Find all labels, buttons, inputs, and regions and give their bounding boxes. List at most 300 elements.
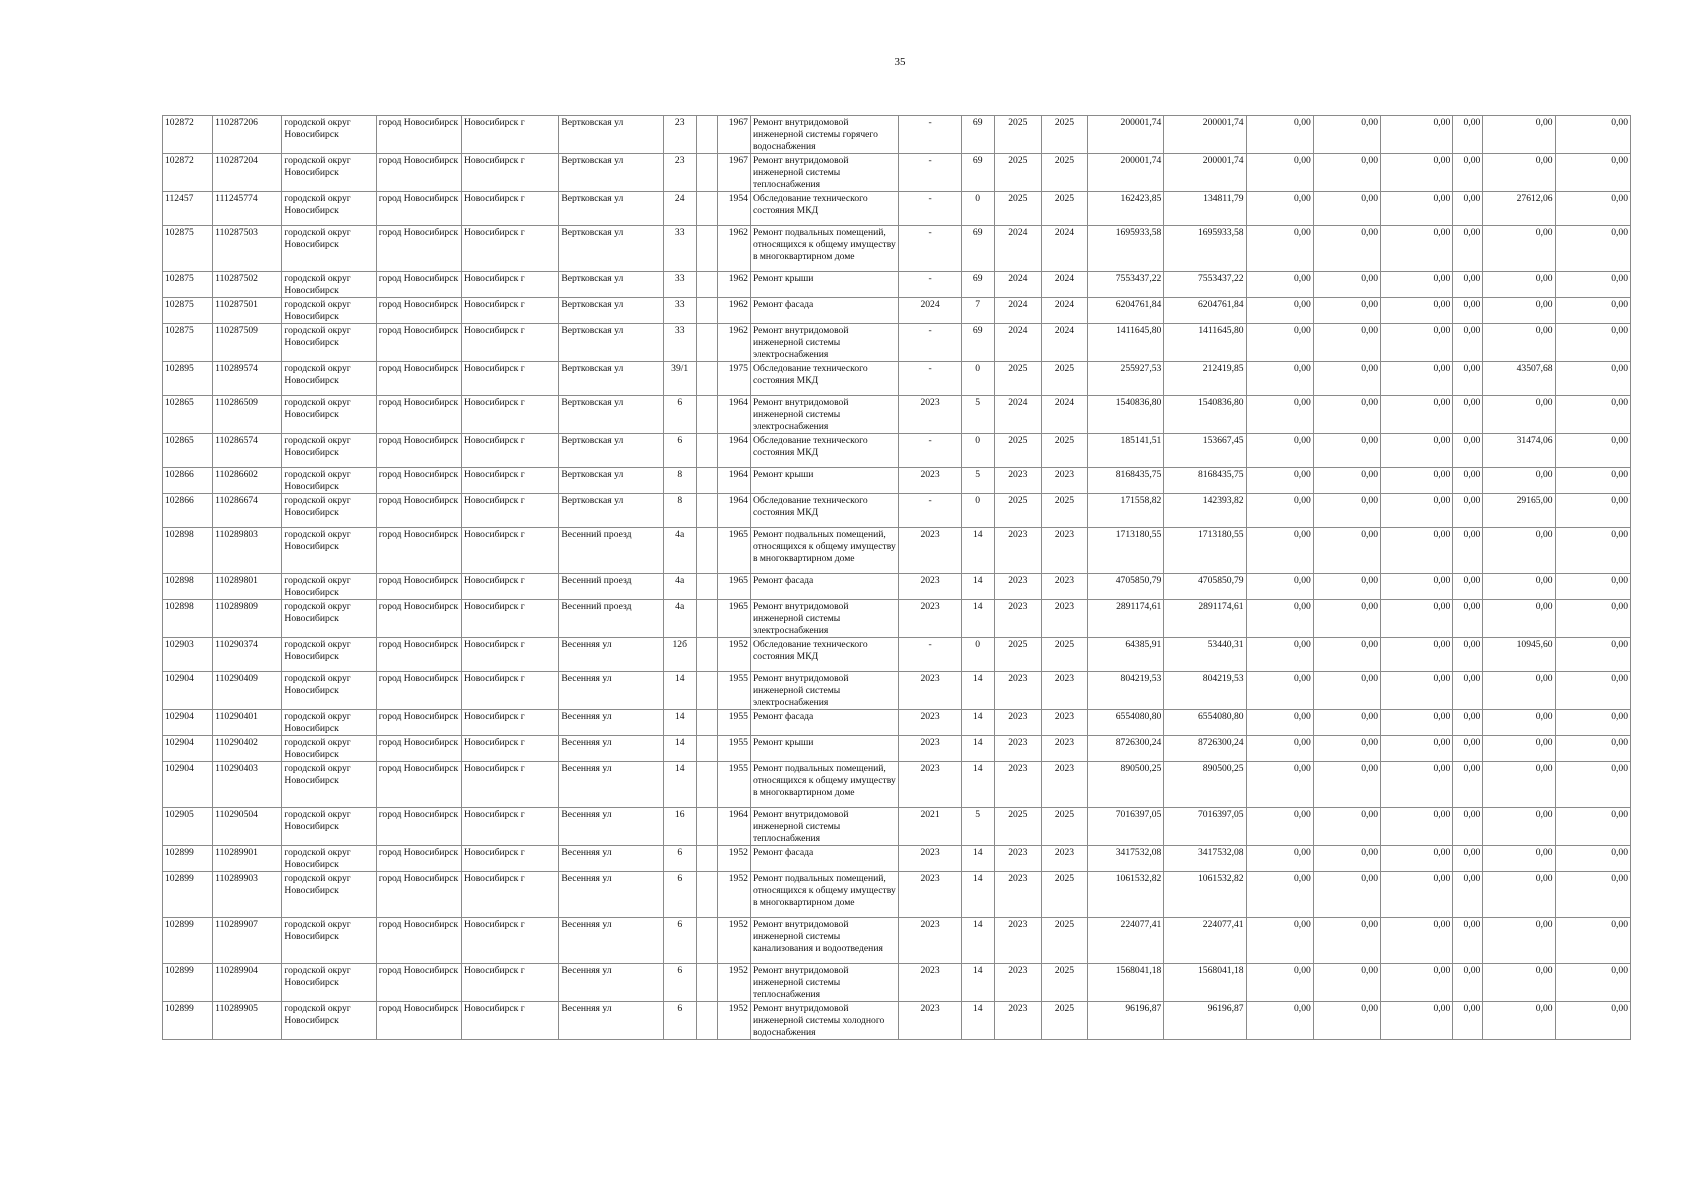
fund-cost-cell: 53440,31 xyxy=(1164,638,1246,672)
build-year-cell: 1954 xyxy=(717,192,750,226)
work-type-cell: Ремонт внутридомовой инженерной системы горячего водоснабжения xyxy=(750,116,899,154)
total-cost-cell: 8168435,75 xyxy=(1088,468,1164,494)
federal-cost-cell: 0,00 xyxy=(1246,1002,1313,1040)
work-id-cell: 110287502 xyxy=(213,272,282,298)
fund-cost-cell: 134811,79 xyxy=(1164,192,1246,226)
extra-cost-cell: 0,00 xyxy=(1555,808,1630,846)
regional-cost-cell: 0,00 xyxy=(1313,846,1380,872)
locality-cell: Новосибирск г xyxy=(461,846,558,872)
regional-cost-cell: 0,00 xyxy=(1313,468,1380,494)
work-type-cell: Ремонт фасада xyxy=(750,710,899,736)
regional-cost-cell: 0,00 xyxy=(1313,226,1380,272)
start-year-cell: 2023 xyxy=(994,468,1041,494)
fund-cost-cell: 1540836,80 xyxy=(1164,396,1246,434)
other-cost-cell: 0,00 xyxy=(1453,272,1483,298)
building-cell xyxy=(696,226,717,272)
municipality-cell: городской округ Новосибирск xyxy=(282,116,376,154)
building-cell xyxy=(696,574,717,600)
extra-cost-cell: 0,00 xyxy=(1555,494,1630,528)
house-number-cell: 4а xyxy=(663,574,696,600)
end-year-cell: 2025 xyxy=(1041,1002,1087,1040)
street-cell: Весенняя ул xyxy=(559,964,663,1002)
extra-cost-cell: 0,00 xyxy=(1555,918,1630,964)
settlement-cell: город Новосибирск xyxy=(376,494,461,528)
table-row xyxy=(163,154,1631,192)
extra-cost-cell: 0,00 xyxy=(1555,638,1630,672)
wear-percent-cell: 5 xyxy=(961,396,994,434)
locality-cell: Новосибирск г xyxy=(461,494,558,528)
work-id-cell: 110286574 xyxy=(213,434,282,468)
regional-cost-cell: 0,00 xyxy=(1313,762,1380,808)
building-cell xyxy=(696,298,717,324)
federal-cost-cell: 0,00 xyxy=(1246,846,1313,872)
settlement-cell: город Новосибирск xyxy=(376,298,461,324)
start-year-cell: 2025 xyxy=(994,638,1041,672)
local-cost-cell: 0,00 xyxy=(1381,846,1453,872)
end-year-cell: 2024 xyxy=(1041,324,1087,362)
house-id-cell: 102899 xyxy=(163,846,213,872)
building-cell xyxy=(696,736,717,762)
local-cost-cell: 0,00 xyxy=(1381,272,1453,298)
table-row xyxy=(163,736,1631,762)
table-row xyxy=(163,192,1631,226)
wear-percent-cell: 5 xyxy=(961,808,994,846)
start-year-cell: 2025 xyxy=(994,808,1041,846)
federal-cost-cell: 0,00 xyxy=(1246,872,1313,918)
work-type-cell: Обследование технического состояния МКД xyxy=(750,362,899,396)
build-year-cell: 1965 xyxy=(717,574,750,600)
start-year-cell: 2025 xyxy=(994,154,1041,192)
total-cost-cell: 1713180,55 xyxy=(1088,528,1164,574)
local-cost-cell: 0,00 xyxy=(1381,226,1453,272)
house-id-cell: 102904 xyxy=(163,736,213,762)
table-row xyxy=(163,528,1631,574)
build-year-cell: 1964 xyxy=(717,494,750,528)
building-cell xyxy=(696,528,717,574)
build-year-cell: 1952 xyxy=(717,846,750,872)
extra-cost-cell: 0,00 xyxy=(1555,324,1630,362)
work-type-cell: Ремонт внутридомовой инженерной системы теплоснабжения xyxy=(750,964,899,1002)
table-row xyxy=(163,872,1631,918)
house-id-cell: 102904 xyxy=(163,762,213,808)
build-year-cell: 1952 xyxy=(717,638,750,672)
municipality-cell: городской округ Новосибирск xyxy=(282,272,376,298)
house-number-cell: 14 xyxy=(663,762,696,808)
fund-cost-cell: 1695933,58 xyxy=(1164,226,1246,272)
house-id-cell: 102895 xyxy=(163,362,213,396)
local-cost-cell: 0,00 xyxy=(1381,192,1453,226)
settlement-cell: город Новосибирск xyxy=(376,574,461,600)
start-year-cell: 2025 xyxy=(994,434,1041,468)
house-number-cell: 8 xyxy=(663,468,696,494)
settlement-cell: город Новосибирск xyxy=(376,192,461,226)
wear-percent-cell: 69 xyxy=(961,226,994,272)
wear-percent-cell: 14 xyxy=(961,872,994,918)
street-cell: Весенняя ул xyxy=(559,762,663,808)
work-type-cell: Ремонт фасада xyxy=(750,298,899,324)
other-cost-cell: 0,00 xyxy=(1453,918,1483,964)
settlement-cell: город Новосибирск xyxy=(376,600,461,638)
locality-cell: Новосибирск г xyxy=(461,808,558,846)
page-number: 35 xyxy=(894,56,906,68)
wear-percent-cell: 14 xyxy=(961,1002,994,1040)
owners-cost-cell: 0,00 xyxy=(1483,528,1555,574)
previous-repair-year-cell: 2023 xyxy=(899,964,961,1002)
other-cost-cell: 0,00 xyxy=(1453,1002,1483,1040)
house-number-cell: 14 xyxy=(663,736,696,762)
build-year-cell: 1967 xyxy=(717,116,750,154)
wear-percent-cell: 0 xyxy=(961,362,994,396)
municipality-cell: городской округ Новосибирск xyxy=(282,964,376,1002)
settlement-cell: город Новосибирск xyxy=(376,762,461,808)
previous-repair-year-cell: - xyxy=(899,494,961,528)
fund-cost-cell: 7016397,05 xyxy=(1164,808,1246,846)
street-cell: Весенний проезд xyxy=(559,574,663,600)
end-year-cell: 2025 xyxy=(1041,434,1087,468)
fund-cost-cell: 4705850,79 xyxy=(1164,574,1246,600)
extra-cost-cell: 0,00 xyxy=(1555,762,1630,808)
end-year-cell: 2023 xyxy=(1041,574,1087,600)
municipality-cell: городской округ Новосибирск xyxy=(282,918,376,964)
house-number-cell: 23 xyxy=(663,116,696,154)
other-cost-cell: 0,00 xyxy=(1453,226,1483,272)
street-cell: Весенний проезд xyxy=(559,528,663,574)
building-cell xyxy=(696,710,717,736)
table-row xyxy=(163,396,1631,434)
previous-repair-year-cell: 2024 xyxy=(899,298,961,324)
total-cost-cell: 1411645,80 xyxy=(1088,324,1164,362)
settlement-cell: город Новосибирск xyxy=(376,872,461,918)
work-id-cell: 110290374 xyxy=(213,638,282,672)
local-cost-cell: 0,00 xyxy=(1381,434,1453,468)
regional-cost-cell: 0,00 xyxy=(1313,574,1380,600)
owners-cost-cell: 0,00 xyxy=(1483,468,1555,494)
building-cell xyxy=(696,964,717,1002)
table-row xyxy=(163,672,1631,710)
other-cost-cell: 0,00 xyxy=(1453,672,1483,710)
work-type-cell: Ремонт внутридомовой инженерной системы электроснабжения xyxy=(750,600,899,638)
other-cost-cell: 0,00 xyxy=(1453,192,1483,226)
start-year-cell: 2023 xyxy=(994,600,1041,638)
owners-cost-cell: 27612,06 xyxy=(1483,192,1555,226)
owners-cost-cell: 0,00 xyxy=(1483,298,1555,324)
end-year-cell: 2023 xyxy=(1041,600,1087,638)
building-cell xyxy=(696,434,717,468)
wear-percent-cell: 14 xyxy=(961,964,994,1002)
table-row xyxy=(163,762,1631,808)
previous-repair-year-cell: - xyxy=(899,434,961,468)
fund-cost-cell: 224077,41 xyxy=(1164,918,1246,964)
build-year-cell: 1965 xyxy=(717,528,750,574)
regional-cost-cell: 0,00 xyxy=(1313,192,1380,226)
regional-cost-cell: 0,00 xyxy=(1313,494,1380,528)
work-type-cell: Ремонт фасада xyxy=(750,574,899,600)
municipality-cell: городской округ Новосибирск xyxy=(282,808,376,846)
start-year-cell: 2025 xyxy=(994,192,1041,226)
wear-percent-cell: 14 xyxy=(961,918,994,964)
local-cost-cell: 0,00 xyxy=(1381,324,1453,362)
other-cost-cell: 0,00 xyxy=(1453,324,1483,362)
work-type-cell: Обследование технического состояния МКД xyxy=(750,434,899,468)
end-year-cell: 2025 xyxy=(1041,192,1087,226)
total-cost-cell: 7553437,22 xyxy=(1088,272,1164,298)
start-year-cell: 2023 xyxy=(994,736,1041,762)
house-id-cell: 102899 xyxy=(163,872,213,918)
house-id-cell: 102865 xyxy=(163,396,213,434)
house-number-cell: 16 xyxy=(663,808,696,846)
street-cell: Весенняя ул xyxy=(559,710,663,736)
locality-cell: Новосибирск г xyxy=(461,226,558,272)
locality-cell: Новосибирск г xyxy=(461,468,558,494)
settlement-cell: город Новосибирск xyxy=(376,226,461,272)
extra-cost-cell: 0,00 xyxy=(1555,846,1630,872)
municipality-cell: городской округ Новосибирск xyxy=(282,396,376,434)
other-cost-cell: 0,00 xyxy=(1453,808,1483,846)
regional-cost-cell: 0,00 xyxy=(1313,808,1380,846)
owners-cost-cell: 0,00 xyxy=(1483,710,1555,736)
work-id-cell: 111245774 xyxy=(213,192,282,226)
settlement-cell: город Новосибирск xyxy=(376,808,461,846)
house-id-cell: 102866 xyxy=(163,494,213,528)
house-number-cell: 6 xyxy=(663,434,696,468)
owners-cost-cell: 0,00 xyxy=(1483,272,1555,298)
municipality-cell: городской округ Новосибирск xyxy=(282,494,376,528)
owners-cost-cell: 0,00 xyxy=(1483,1002,1555,1040)
fund-cost-cell: 212419,85 xyxy=(1164,362,1246,396)
previous-repair-year-cell: 2023 xyxy=(899,918,961,964)
federal-cost-cell: 0,00 xyxy=(1246,638,1313,672)
start-year-cell: 2023 xyxy=(994,964,1041,1002)
street-cell: Вертковская ул xyxy=(559,192,663,226)
start-year-cell: 2023 xyxy=(994,528,1041,574)
regional-cost-cell: 0,00 xyxy=(1313,298,1380,324)
work-id-cell: 110290403 xyxy=(213,762,282,808)
other-cost-cell: 0,00 xyxy=(1453,872,1483,918)
table-row xyxy=(163,272,1631,298)
federal-cost-cell: 0,00 xyxy=(1246,710,1313,736)
work-type-cell: Ремонт внутридомовой инженерной системы канализования и водоотведения xyxy=(750,918,899,964)
street-cell: Весенняя ул xyxy=(559,808,663,846)
house-number-cell: 24 xyxy=(663,192,696,226)
work-id-cell: 110286509 xyxy=(213,396,282,434)
table-row xyxy=(163,434,1631,468)
house-id-cell: 112457 xyxy=(163,192,213,226)
local-cost-cell: 0,00 xyxy=(1381,528,1453,574)
locality-cell: Новосибирск г xyxy=(461,396,558,434)
build-year-cell: 1962 xyxy=(717,272,750,298)
municipality-cell: городской округ Новосибирск xyxy=(282,362,376,396)
owners-cost-cell: 29165,00 xyxy=(1483,494,1555,528)
local-cost-cell: 0,00 xyxy=(1381,154,1453,192)
local-cost-cell: 0,00 xyxy=(1381,736,1453,762)
street-cell: Вертковская ул xyxy=(559,494,663,528)
end-year-cell: 2023 xyxy=(1041,528,1087,574)
building-cell xyxy=(696,154,717,192)
owners-cost-cell: 0,00 xyxy=(1483,672,1555,710)
locality-cell: Новосибирск г xyxy=(461,192,558,226)
table-row xyxy=(163,494,1631,528)
build-year-cell: 1952 xyxy=(717,918,750,964)
wear-percent-cell: 14 xyxy=(961,672,994,710)
fund-cost-cell: 96196,87 xyxy=(1164,1002,1246,1040)
previous-repair-year-cell: - xyxy=(899,154,961,192)
start-year-cell: 2023 xyxy=(994,872,1041,918)
building-cell xyxy=(696,192,717,226)
settlement-cell: город Новосибирск xyxy=(376,964,461,1002)
settlement-cell: город Новосибирск xyxy=(376,710,461,736)
build-year-cell: 1964 xyxy=(717,396,750,434)
street-cell: Весенняя ул xyxy=(559,736,663,762)
extra-cost-cell: 0,00 xyxy=(1555,226,1630,272)
previous-repair-year-cell: - xyxy=(899,324,961,362)
total-cost-cell: 1061532,82 xyxy=(1088,872,1164,918)
federal-cost-cell: 0,00 xyxy=(1246,272,1313,298)
federal-cost-cell: 0,00 xyxy=(1246,116,1313,154)
street-cell: Весенняя ул xyxy=(559,872,663,918)
federal-cost-cell: 0,00 xyxy=(1246,964,1313,1002)
house-number-cell: 14 xyxy=(663,672,696,710)
work-type-cell: Ремонт внутридомовой инженерной системы электроснабжения xyxy=(750,672,899,710)
end-year-cell: 2024 xyxy=(1041,272,1087,298)
fund-cost-cell: 890500,25 xyxy=(1164,762,1246,808)
local-cost-cell: 0,00 xyxy=(1381,298,1453,324)
previous-repair-year-cell: - xyxy=(899,272,961,298)
owners-cost-cell: 0,00 xyxy=(1483,600,1555,638)
extra-cost-cell: 0,00 xyxy=(1555,116,1630,154)
build-year-cell: 1967 xyxy=(717,154,750,192)
locality-cell: Новосибирск г xyxy=(461,600,558,638)
previous-repair-year-cell: 2023 xyxy=(899,468,961,494)
owners-cost-cell: 0,00 xyxy=(1483,574,1555,600)
building-cell xyxy=(696,846,717,872)
wear-percent-cell: 7 xyxy=(961,298,994,324)
work-type-cell: Ремонт подвальных помещений, относящихся к общему имуществу в многоквартирном доме xyxy=(750,528,899,574)
previous-repair-year-cell: 2023 xyxy=(899,736,961,762)
end-year-cell: 2023 xyxy=(1041,468,1087,494)
house-id-cell: 102865 xyxy=(163,434,213,468)
municipality-cell: городской округ Новосибирск xyxy=(282,638,376,672)
street-cell: Весенняя ул xyxy=(559,672,663,710)
street-cell: Вертковская ул xyxy=(559,116,663,154)
federal-cost-cell: 0,00 xyxy=(1246,528,1313,574)
regional-cost-cell: 0,00 xyxy=(1313,434,1380,468)
street-cell: Вертковская ул xyxy=(559,434,663,468)
start-year-cell: 2024 xyxy=(994,298,1041,324)
local-cost-cell: 0,00 xyxy=(1381,672,1453,710)
wear-percent-cell: 0 xyxy=(961,638,994,672)
locality-cell: Новосибирск г xyxy=(461,736,558,762)
table-row xyxy=(163,324,1631,362)
street-cell: Весенняя ул xyxy=(559,918,663,964)
owners-cost-cell: 0,00 xyxy=(1483,964,1555,1002)
federal-cost-cell: 0,00 xyxy=(1246,192,1313,226)
wear-percent-cell: 5 xyxy=(961,468,994,494)
street-cell: Вертковская ул xyxy=(559,362,663,396)
regional-cost-cell: 0,00 xyxy=(1313,1002,1380,1040)
work-id-cell: 110289905 xyxy=(213,1002,282,1040)
house-id-cell: 102899 xyxy=(163,964,213,1002)
table-row xyxy=(163,600,1631,638)
building-cell xyxy=(696,272,717,298)
other-cost-cell: 0,00 xyxy=(1453,116,1483,154)
table-row xyxy=(163,226,1631,272)
regional-cost-cell: 0,00 xyxy=(1313,710,1380,736)
municipality-cell: городской округ Новосибирск xyxy=(282,434,376,468)
total-cost-cell: 171558,82 xyxy=(1088,494,1164,528)
extra-cost-cell: 0,00 xyxy=(1555,396,1630,434)
capital-repair-table xyxy=(162,115,1631,1040)
regional-cost-cell: 0,00 xyxy=(1313,964,1380,1002)
house-number-cell: 23 xyxy=(663,154,696,192)
building-cell xyxy=(696,494,717,528)
table-row xyxy=(163,638,1631,672)
work-type-cell: Ремонт внутридомовой инженерной системы теплоснабжения xyxy=(750,808,899,846)
total-cost-cell: 255927,53 xyxy=(1088,362,1164,396)
local-cost-cell: 0,00 xyxy=(1381,964,1453,1002)
start-year-cell: 2025 xyxy=(994,116,1041,154)
end-year-cell: 2024 xyxy=(1041,396,1087,434)
building-cell xyxy=(696,918,717,964)
federal-cost-cell: 0,00 xyxy=(1246,494,1313,528)
house-number-cell: 33 xyxy=(663,272,696,298)
house-id-cell: 102866 xyxy=(163,468,213,494)
total-cost-cell: 224077,41 xyxy=(1088,918,1164,964)
wear-percent-cell: 14 xyxy=(961,600,994,638)
table-row xyxy=(163,846,1631,872)
work-id-cell: 110287206 xyxy=(213,116,282,154)
previous-repair-year-cell: 2023 xyxy=(899,600,961,638)
work-type-cell: Обследование технического состояния МКД xyxy=(750,638,899,672)
locality-cell: Новосибирск г xyxy=(461,964,558,1002)
house-number-cell: 6 xyxy=(663,872,696,918)
local-cost-cell: 0,00 xyxy=(1381,574,1453,600)
previous-repair-year-cell: 2023 xyxy=(899,710,961,736)
end-year-cell: 2025 xyxy=(1041,808,1087,846)
street-cell: Вертковская ул xyxy=(559,396,663,434)
municipality-cell: городской округ Новосибирск xyxy=(282,468,376,494)
previous-repair-year-cell: 2023 xyxy=(899,846,961,872)
table-row xyxy=(163,468,1631,494)
table-row xyxy=(163,808,1631,846)
work-type-cell: Обследование технического состояния МКД xyxy=(750,494,899,528)
other-cost-cell: 0,00 xyxy=(1453,762,1483,808)
owners-cost-cell: 0,00 xyxy=(1483,808,1555,846)
table-row xyxy=(163,964,1631,1002)
fund-cost-cell: 2891174,61 xyxy=(1164,600,1246,638)
work-id-cell: 110289801 xyxy=(213,574,282,600)
total-cost-cell: 185141,51 xyxy=(1088,434,1164,468)
previous-repair-year-cell: 2023 xyxy=(899,872,961,918)
locality-cell: Новосибирск г xyxy=(461,762,558,808)
wear-percent-cell: 0 xyxy=(961,494,994,528)
regional-cost-cell: 0,00 xyxy=(1313,362,1380,396)
settlement-cell: город Новосибирск xyxy=(376,468,461,494)
start-year-cell: 2023 xyxy=(994,672,1041,710)
federal-cost-cell: 0,00 xyxy=(1246,226,1313,272)
end-year-cell: 2025 xyxy=(1041,362,1087,396)
build-year-cell: 1952 xyxy=(717,872,750,918)
fund-cost-cell: 200001,74 xyxy=(1164,154,1246,192)
municipality-cell: городской округ Новосибирск xyxy=(282,846,376,872)
federal-cost-cell: 0,00 xyxy=(1246,600,1313,638)
end-year-cell: 2023 xyxy=(1041,672,1087,710)
other-cost-cell: 0,00 xyxy=(1453,298,1483,324)
total-cost-cell: 200001,74 xyxy=(1088,116,1164,154)
locality-cell: Новосибирск г xyxy=(461,574,558,600)
build-year-cell: 1952 xyxy=(717,964,750,1002)
fund-cost-cell: 6554080,80 xyxy=(1164,710,1246,736)
federal-cost-cell: 0,00 xyxy=(1246,324,1313,362)
